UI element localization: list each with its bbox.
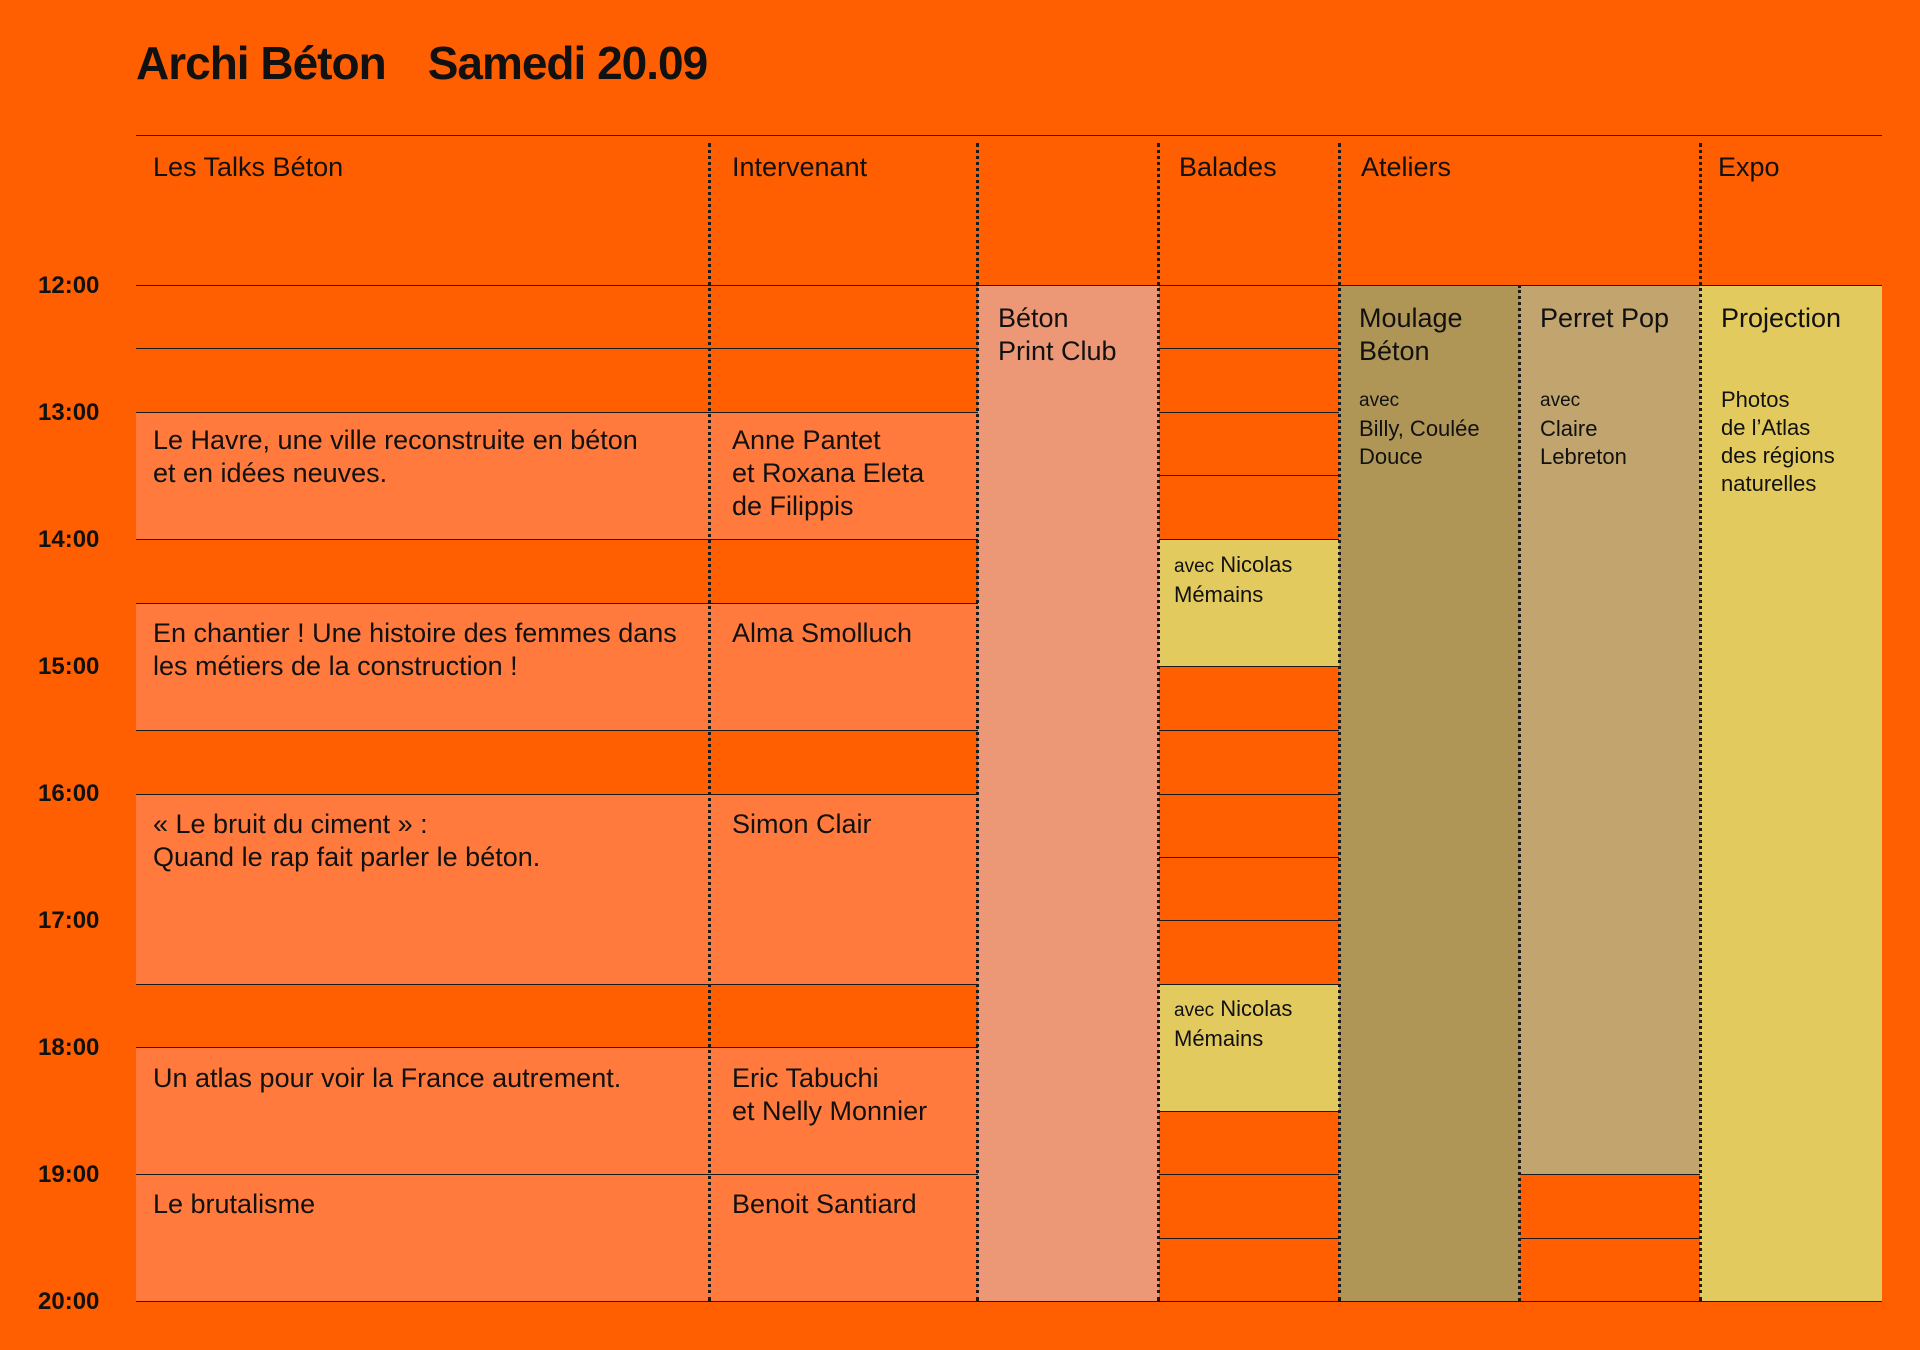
talk-speaker: Anne Pantet et Roxana Eleta de Filippis [732,425,925,521]
atelier-desc: avec Claire Lebreton [1540,390,1627,469]
talk-title: Le brutalisme [153,1189,316,1219]
grid-line [136,1174,978,1175]
grid-line [136,603,978,604]
time-label: 20:00 [38,1288,100,1315]
time-label: 13:00 [38,399,100,426]
grid-line [978,285,1882,286]
column-divider [1518,285,1521,1301]
talk-title: « Le bruit du ciment » : Quand le rap fait parler le béton. [153,809,541,872]
grid-line [1159,984,1339,985]
column-divider [1338,143,1341,1301]
print-club-block [978,285,1159,1301]
col-header-balades: Balades [1179,152,1277,182]
col-header-expo: Expo [1718,152,1780,182]
col-header-speaker: Intervenant [732,152,868,182]
event-date: Samedi 20.09 [427,37,708,89]
time-label: 12:00 [38,272,100,299]
grid-line [1159,1238,1339,1239]
col-header-talks: Les Talks Béton [153,152,344,182]
col-header-ateliers: Ateliers [1361,152,1452,182]
grid-line [1159,1174,1339,1175]
expo-title: Projection [1721,303,1842,333]
header-rule [136,135,1882,136]
time-label: 15:00 [38,653,100,680]
talk-speaker: Simon Clair [732,809,872,839]
grid-line [1159,475,1339,476]
grid-line [1159,730,1339,731]
grid-line [136,412,978,413]
grid-line [1520,1174,1700,1175]
talk-title: Le Havre, une ville reconstruite en béton et en idées neuves. [153,425,638,488]
balade-guide: avec Nicolas Mémains [1174,552,1293,607]
grid-line [1159,412,1339,413]
time-label: 19:00 [38,1161,100,1188]
column-divider [976,143,979,1301]
time-label: 14:00 [38,526,100,553]
grid-line [1159,348,1339,349]
balade-guide: avec Nicolas Mémains [1174,996,1293,1051]
grid-line [1159,920,1339,921]
grid-line [1159,666,1339,667]
event-name: Archi Béton [136,37,386,89]
talk-title: En chantier ! Une histoire des femmes dans les métiers de la construction ! [153,618,677,681]
column-divider [1699,143,1702,1301]
atelier-desc: avec Billy, Coulée Douce [1359,390,1480,469]
time-label: 17:00 [38,907,100,934]
expo-desc: Photos de l’Atlas des régions naturelles [1721,387,1835,496]
grid-line [1159,794,1339,795]
talk-title: Un atlas pour voir la France autrement. [153,1063,622,1093]
bottom-rule [136,1301,1882,1302]
atelier-title: Perret Pop [1540,303,1670,333]
time-label: 18:00 [38,1034,100,1061]
grid-line [136,348,978,349]
grid-line [136,794,978,795]
grid-line [136,730,978,731]
grid-line [1159,539,1339,540]
print-club-title: Béton Print Club [998,303,1117,366]
grid-line [136,285,978,286]
column-divider [708,143,711,1301]
atelier-title: Moulage Béton [1359,303,1463,366]
time-label: 16:00 [38,780,100,807]
page-title [136,36,749,90]
talk-speaker: Alma Smolluch [732,618,913,648]
talk-speaker: Benoit Santiard [732,1189,917,1219]
grid-line [1159,857,1339,858]
grid-line [136,1047,978,1048]
column-divider [1157,143,1160,1301]
grid-line [1159,1111,1339,1112]
grid-line [136,984,978,985]
grid-line [1520,1238,1700,1239]
talk-speaker: Eric Tabuchi et Nelly Monnier [732,1063,928,1126]
grid-line [136,539,978,540]
